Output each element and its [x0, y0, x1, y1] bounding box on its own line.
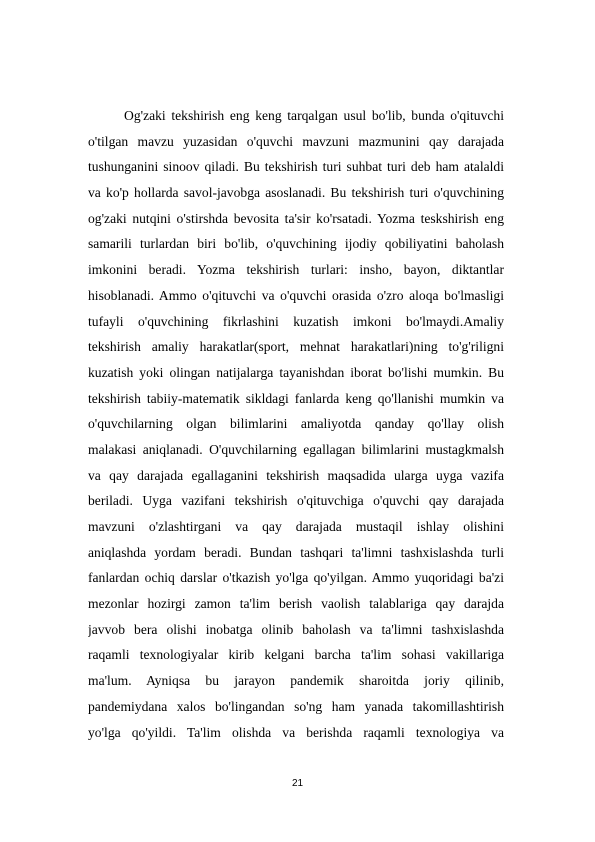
body-paragraph: [88, 103, 504, 745]
paragraph-line: javvob bera olishi inobatga olinib baholash va ta'limni tashxislashda: [88, 621, 504, 637]
paragraph-line: tufayli o'quvchining fikrlashini kuzatish imkoni bo'lmaydi.Amaliy: [88, 313, 504, 329]
paragraph-line: tekshirish amaliy harakatlar(sport, mehnat harakatlari)ning to'g'riligni: [88, 339, 504, 355]
paragraph-line: mavzuni o'zlashtirgani va qay darajada mustaqil ishlay olishini: [88, 519, 504, 534]
paragraph-line: imkonini beradi. Yozma tekshirish turlari: insho, bayon, diktantlar: [88, 262, 504, 278]
paragraph-line: hisoblanadi. Ammo o'qituvchi va o'quvchi orasida o'zro aloqa bo'lmasligi: [88, 287, 504, 303]
page-number: 21: [291, 778, 304, 789]
paragraph-line: raqamli texnologiyalar kirib kelgani barcha ta'lim sohasi vakillariga: [88, 647, 504, 663]
paragraph-line: beriladi. Uyga vazifani tekshirish o'qituvchiga o'quvchi qay darajada: [88, 493, 504, 509]
paragraph-line: va ko'p hollarda savol-javobga asoslanadi. Bu tekshirish turi o'quvchining: [88, 185, 504, 201]
paragraph-line: pandemiydana xalos bo'lingandan so'ng ham yanada takomillashtirish: [88, 698, 504, 714]
paragraph-line: ma'lum. Ayniqsa bu jarayon pandemik sharoitda joriy qilinib,: [88, 673, 504, 689]
paragraph-line: og'zaki nutqini o'stirshda bevosita ta'sir ko'rsatadi. Yozma teskshirish eng: [88, 210, 504, 226]
paragraph-line: aniqlashda yordam beradi. Bundan tashqari ta'limni tashxislashda turli: [88, 544, 504, 560]
paragraph-line: samarili turlardan biri bo'lib, o'quvchining ijodiy qobiliyatini baholash: [88, 236, 504, 252]
paragraph-line: Og'zaki tekshirish eng keng tarqalgan usul bo'lib, bunda o'qituvchi: [124, 108, 504, 123]
paragraph-line: o'quvchilarning olgan bilimlarini amaliyotda qanday qo'llay olish: [88, 416, 504, 432]
paragraph-line: o'tilgan mavzu yuzasidan o'quvchi mavzuni mazmunini qay darajada: [88, 133, 504, 149]
paragraph-line: va qay darajada egallaganini tekshirish maqsadida ularga uyga vazifa: [88, 467, 504, 483]
paragraph-line: fanlardan ochiq darslar o'tkazish yo'lga qo'yilgan. Ammo yuqoridagi ba'zi: [88, 570, 504, 586]
paragraph-line: kuzatish yoki olingan natijalarga tayanishdan iborat bo'lishi mumkin. Bu: [88, 364, 504, 380]
paragraph-line: mezonlar hozirgi zamon ta'lim berish vaolish talablariga qay darajda: [88, 596, 504, 612]
paragraph-line: tushunganini sinoov qiladi. Bu tekshirish turi suhbat turi deb ham atalaldi: [88, 159, 504, 175]
paragraph-line: tekshirish tabiiy-matematik sikldagi fanlarda keng qo'llanishi mumkin va: [88, 390, 504, 406]
paragraph-line: malakasi aniqlanadi. O'quvchilarning egallagan bilimlarini mustagkmalsh: [88, 441, 504, 457]
paragraph-line: yo'lga qo'yildi. Ta'lim olishda va berishda raqamli texnologiya va: [88, 724, 504, 740]
